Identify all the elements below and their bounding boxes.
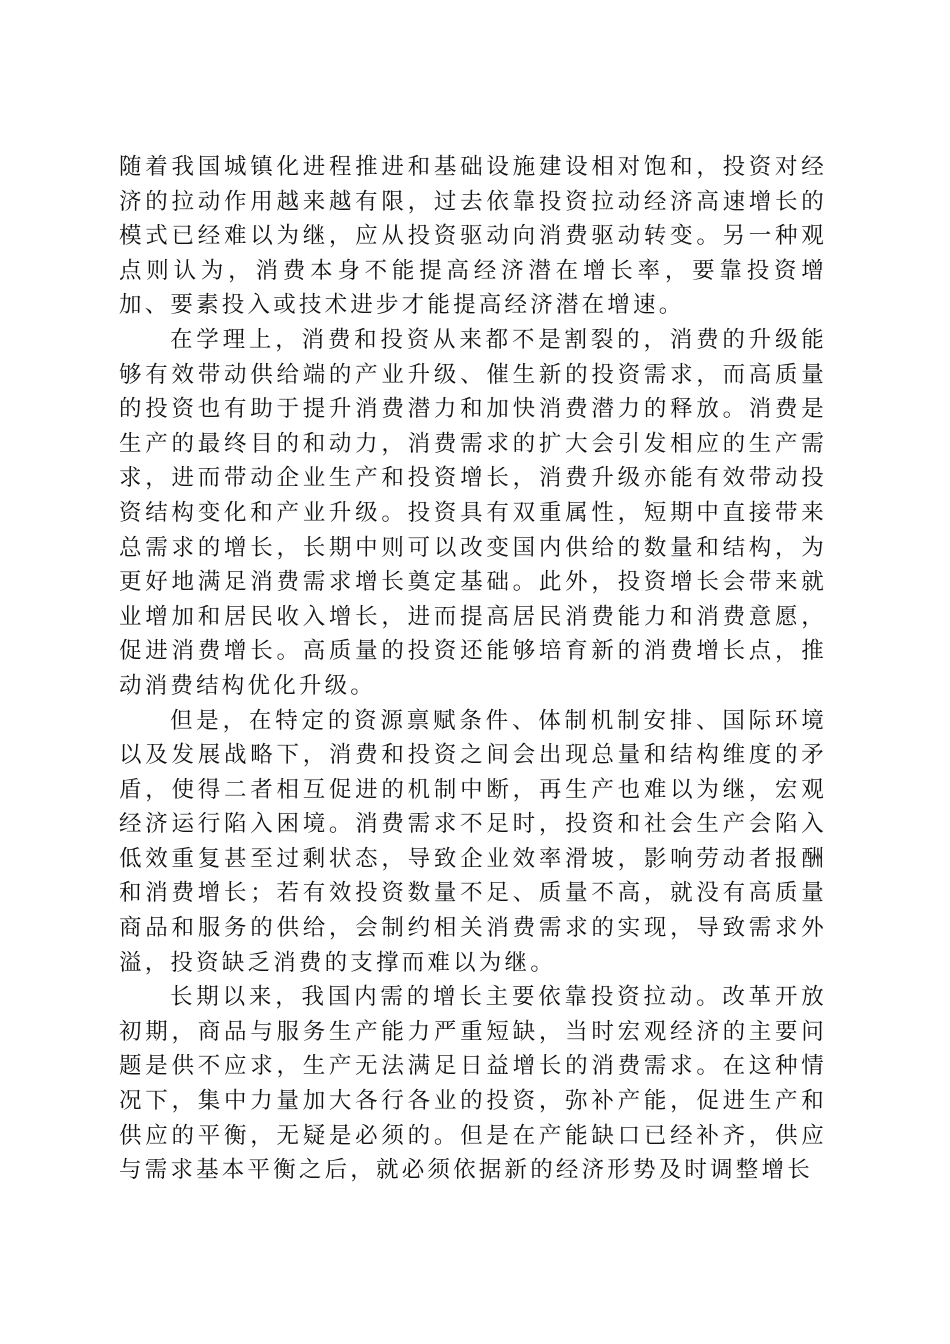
paragraph-1: 随着我国城镇化进程推进和基础设施建设相对饱和，投资对经济的拉动作用越来越有限，过去依靠投资拉动经济高速增长的模式已经难以为继，应从投资驱动向消费驱动转变。另一种观点则认为，消费本身不能提高经济潜在增长率，要靠投资增加、要素投入或技术进步才能提高经济潜在增速。 bbox=[119, 154, 827, 319]
paragraph-2: 在学理上，消费和投资从来都不是割裂的，消费的升级能够有效带动供给端的产业升级、催生新的投资需求，而高质量的投资也有助于提升消费潜力和加快消费潜力的释放。消费是生产的最终目的和动力，消费需求的扩大会引发相应的生产需求，进而带动企业生产和投资增长，消费升级亦能有效带动投资结构变化和产业升级。投资具有双重属性，短期中直接带来总需求的增长，长期中则可以改变国内供给的数量和结构，为更好地满足消费需求增长奠定基础。此外，投资增长会带来就业增加和居民收入增长，进而提高居民消费能力和消费意愿，促进消费增长。高质量的投资还能够培育新的消费增长点，推动消费结构优化升级。 bbox=[119, 326, 827, 699]
document-body bbox=[119, 150, 827, 1188]
paragraph-4: 长期以来，我国内需的增长主要依靠投资拉动。改革开放初期，商品与服务生产能力严重短缺，当时宏观经济的主要问题是供不应求，生产无法满足日益增长的消费需求。在这种情况下，集中力量加大各行各业的投资，弥补产能，促进生产和供应的平衡，无疑是必须的。但是在产能缺口已经补齐，供应与需求基本平衡之后，就必须依据新的经济形势及时调整增长 bbox=[119, 984, 827, 1184]
paragraph-3: 但是，在特定的资源禀赋条件、体制机制安排、国际环境以及发展战略下，消费和投资之间会出现总量和结构维度的矛盾，使得二者相互促进的机制中断，再生产也难以为继，宏观经济运行陷入困境。消费需求不足时，投资和社会生产会陷入低效重复甚至过剩状态，导致企业效率滑坡，影响劳动者报酬和消费增长；若有效投资数量不足、质量不高，就没有高质量商品和服务的供给，会制约相关消费需求的实现，导致需求外溢，投资缺乏消费的支撑而难以为继。 bbox=[119, 707, 827, 976]
